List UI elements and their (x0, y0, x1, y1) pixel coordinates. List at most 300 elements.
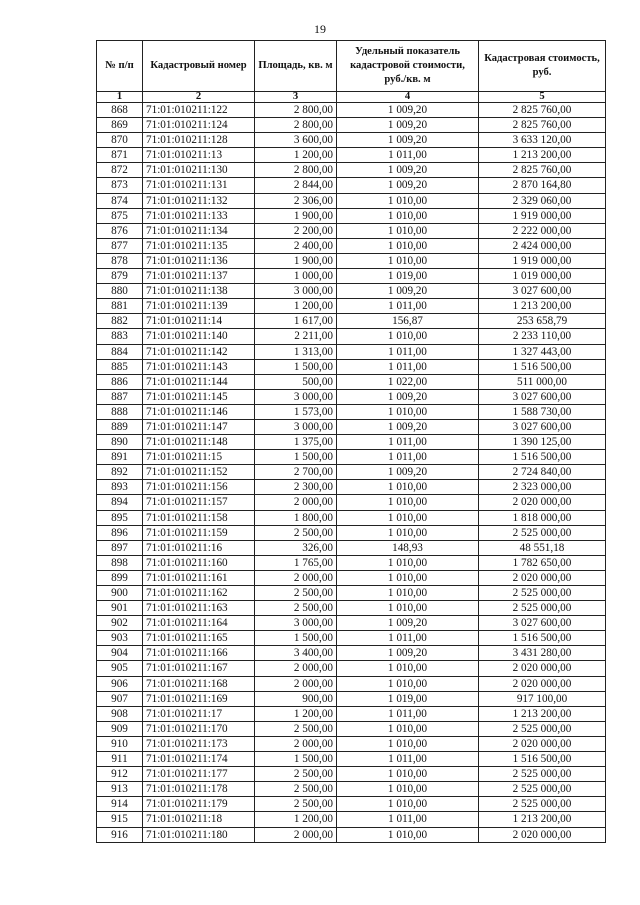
cadastral-number-cell: 71:01:010211:139 (143, 299, 255, 314)
table-row (97, 767, 606, 782)
column-number: 5 (479, 92, 606, 103)
cadastral-number-cell: 71:01:010211:170 (143, 721, 255, 736)
area-cell: 1 200,00 (255, 812, 337, 827)
table-row (97, 284, 606, 299)
specific-value-cell: 1 019,00 (337, 269, 479, 284)
area-cell: 1 765,00 (255, 555, 337, 570)
column-number: 1 (97, 92, 143, 103)
cadastral-number-cell: 71:01:010211:145 (143, 389, 255, 404)
row-number-cell: 896 (97, 525, 143, 540)
cadastral-number-cell: 71:01:010211:128 (143, 133, 255, 148)
area-cell: 900,00 (255, 691, 337, 706)
row-number-cell: 870 (97, 133, 143, 148)
area-cell: 2 800,00 (255, 163, 337, 178)
specific-value-cell: 1 011,00 (337, 752, 479, 767)
cadastral-value-cell: 2 525 000,00 (479, 586, 606, 601)
area-cell: 326,00 (255, 540, 337, 555)
cadastral-number-cell: 71:01:010211:134 (143, 223, 255, 238)
table-row (97, 797, 606, 812)
table-row (97, 631, 606, 646)
cadastral-value-cell: 2 020 000,00 (479, 827, 606, 842)
row-number-cell: 897 (97, 540, 143, 555)
header-cadastral-value: Кадастровая стоимость, руб. (479, 41, 606, 92)
cadastral-value-cell: 3 027 600,00 (479, 284, 606, 299)
area-cell: 1 900,00 (255, 253, 337, 268)
cadastral-number-cell: 71:01:010211:167 (143, 661, 255, 676)
column-number: 2 (143, 92, 255, 103)
row-number-cell: 906 (97, 676, 143, 691)
cadastral-number-cell: 71:01:010211:13 (143, 148, 255, 163)
cadastral-value-cell: 917 100,00 (479, 691, 606, 706)
area-cell: 2 800,00 (255, 118, 337, 133)
cadastral-number-cell: 71:01:010211:178 (143, 782, 255, 797)
cadastral-value-cell: 2 020 000,00 (479, 661, 606, 676)
specific-value-cell: 1 010,00 (337, 827, 479, 842)
table-row (97, 223, 606, 238)
area-cell: 2 000,00 (255, 495, 337, 510)
specific-value-cell: 1 010,00 (337, 238, 479, 253)
cadastral-value-cell: 2 020 000,00 (479, 676, 606, 691)
cadastral-value-cell: 2 020 000,00 (479, 736, 606, 751)
specific-value-cell: 1 010,00 (337, 329, 479, 344)
cadastral-number-cell: 71:01:010211:174 (143, 752, 255, 767)
cadastral-value-cell: 3 027 600,00 (479, 616, 606, 631)
cadastral-number-cell: 71:01:010211:15 (143, 450, 255, 465)
cadastral-number-cell: 71:01:010211:144 (143, 374, 255, 389)
table-row (97, 812, 606, 827)
row-number-cell: 886 (97, 374, 143, 389)
area-cell: 2 500,00 (255, 525, 337, 540)
table-row (97, 269, 606, 284)
cadastral-value-cell: 2 424 000,00 (479, 238, 606, 253)
table-row (97, 435, 606, 450)
area-cell: 2 500,00 (255, 797, 337, 812)
specific-value-cell: 1 010,00 (337, 495, 479, 510)
cadastral-value-cell: 1 213 200,00 (479, 148, 606, 163)
cadastral-number-cell: 71:01:010211:17 (143, 706, 255, 721)
table-row (97, 646, 606, 661)
cadastral-number-cell: 71:01:010211:148 (143, 435, 255, 450)
table-row (97, 450, 606, 465)
cadastral-value-cell: 2 825 760,00 (479, 163, 606, 178)
area-cell: 1 200,00 (255, 299, 337, 314)
specific-value-cell: 1 011,00 (337, 812, 479, 827)
cadastral-number-cell: 71:01:010211:179 (143, 797, 255, 812)
row-number-cell: 910 (97, 736, 143, 751)
row-number-cell: 878 (97, 253, 143, 268)
table-row (97, 570, 606, 585)
cadastral-number-cell: 71:01:010211:162 (143, 586, 255, 601)
area-cell: 3 000,00 (255, 616, 337, 631)
specific-value-cell: 1 010,00 (337, 404, 479, 419)
area-cell: 2 200,00 (255, 223, 337, 238)
specific-value-cell: 1 010,00 (337, 767, 479, 782)
table-row (97, 555, 606, 570)
column-number-row (97, 92, 606, 103)
table-row (97, 253, 606, 268)
cadastral-number-cell: 71:01:010211:147 (143, 419, 255, 434)
cadastral-number-cell: 71:01:010211:173 (143, 736, 255, 751)
cadastral-number-cell: 71:01:010211:163 (143, 601, 255, 616)
specific-value-cell: 1 011,00 (337, 148, 479, 163)
area-cell: 1 500,00 (255, 752, 337, 767)
area-cell: 2 306,00 (255, 193, 337, 208)
header-cadastral-number: Кадастровый номер (143, 41, 255, 92)
specific-value-cell: 1 010,00 (337, 510, 479, 525)
cadastral-value-table (96, 40, 606, 843)
row-number-cell: 895 (97, 510, 143, 525)
row-number-cell: 898 (97, 555, 143, 570)
specific-value-cell: 1 009,20 (337, 616, 479, 631)
area-cell: 1 200,00 (255, 706, 337, 721)
table-row (97, 827, 606, 842)
row-number-cell: 877 (97, 238, 143, 253)
row-number-cell: 884 (97, 344, 143, 359)
cadastral-number-cell: 71:01:010211:177 (143, 767, 255, 782)
area-cell: 1 375,00 (255, 435, 337, 450)
specific-value-cell: 1 011,00 (337, 450, 479, 465)
cadastral-value-cell: 1 213 200,00 (479, 299, 606, 314)
row-number-cell: 904 (97, 646, 143, 661)
cadastral-value-cell: 1 390 125,00 (479, 435, 606, 450)
specific-value-cell: 1 010,00 (337, 208, 479, 223)
table-row (97, 103, 606, 118)
specific-value-cell: 1 010,00 (337, 782, 479, 797)
area-cell: 1 800,00 (255, 510, 337, 525)
area-cell: 3 000,00 (255, 389, 337, 404)
row-number-cell: 883 (97, 329, 143, 344)
cadastral-value-cell: 1 919 000,00 (479, 208, 606, 223)
table-row (97, 344, 606, 359)
cadastral-number-cell: 71:01:010211:146 (143, 404, 255, 419)
cadastral-number-cell: 71:01:010211:161 (143, 570, 255, 585)
specific-value-cell: 1 011,00 (337, 359, 479, 374)
row-number-cell: 893 (97, 480, 143, 495)
area-cell: 2 000,00 (255, 661, 337, 676)
cadastral-number-cell: 71:01:010211:18 (143, 812, 255, 827)
area-cell: 2 300,00 (255, 480, 337, 495)
cadastral-number-cell: 71:01:010211:159 (143, 525, 255, 540)
table-row (97, 586, 606, 601)
table-row (97, 752, 606, 767)
cadastral-value-cell: 1 516 500,00 (479, 359, 606, 374)
cadastral-value-cell: 2 020 000,00 (479, 570, 606, 585)
specific-value-cell: 1 009,20 (337, 163, 479, 178)
table-row (97, 389, 606, 404)
cadastral-value-cell: 1 588 730,00 (479, 404, 606, 419)
table-row (97, 510, 606, 525)
cadastral-value-cell: 1 213 200,00 (479, 706, 606, 721)
table-row (97, 691, 606, 706)
cadastral-number-cell: 71:01:010211:169 (143, 691, 255, 706)
table-row (97, 661, 606, 676)
cadastral-value-cell: 2 222 000,00 (479, 223, 606, 238)
table-row (97, 525, 606, 540)
cadastral-number-cell: 71:01:010211:142 (143, 344, 255, 359)
cadastral-number-cell: 71:01:010211:164 (143, 616, 255, 631)
specific-value-cell: 1 010,00 (337, 736, 479, 751)
specific-value-cell: 1 009,20 (337, 465, 479, 480)
specific-value-cell: 156,87 (337, 314, 479, 329)
row-number-cell: 882 (97, 314, 143, 329)
table-row (97, 133, 606, 148)
cadastral-value-cell: 2 724 840,00 (479, 465, 606, 480)
specific-value-cell: 1 010,00 (337, 676, 479, 691)
cadastral-value-cell: 2 525 000,00 (479, 797, 606, 812)
area-cell: 2 844,00 (255, 178, 337, 193)
specific-value-cell: 1 009,20 (337, 178, 479, 193)
specific-value-cell: 1 022,00 (337, 374, 479, 389)
specific-value-cell: 1 009,20 (337, 646, 479, 661)
area-cell: 2 500,00 (255, 782, 337, 797)
table-row (97, 148, 606, 163)
row-number-cell: 914 (97, 797, 143, 812)
table-row (97, 314, 606, 329)
table-row (97, 419, 606, 434)
cadastral-number-cell: 71:01:010211:156 (143, 480, 255, 495)
specific-value-cell: 1 009,20 (337, 284, 479, 299)
area-cell: 1 313,00 (255, 344, 337, 359)
specific-value-cell: 1 010,00 (337, 586, 479, 601)
cadastral-value-cell: 1 516 500,00 (479, 631, 606, 646)
cadastral-number-cell: 71:01:010211:14 (143, 314, 255, 329)
cadastral-number-cell: 71:01:010211:158 (143, 510, 255, 525)
cadastral-number-cell: 71:01:010211:132 (143, 193, 255, 208)
cadastral-value-cell: 2 020 000,00 (479, 495, 606, 510)
cadastral-number-cell: 71:01:010211:137 (143, 269, 255, 284)
row-number-cell: 909 (97, 721, 143, 736)
specific-value-cell: 1 010,00 (337, 721, 479, 736)
row-number-cell: 875 (97, 208, 143, 223)
cadastral-number-cell: 71:01:010211:157 (143, 495, 255, 510)
area-cell: 3 000,00 (255, 284, 337, 299)
cadastral-value-cell: 48 551,18 (479, 540, 606, 555)
area-cell: 1 617,00 (255, 314, 337, 329)
table-row (97, 404, 606, 419)
table-row (97, 359, 606, 374)
cadastral-value-cell: 2 525 000,00 (479, 782, 606, 797)
row-number-cell: 894 (97, 495, 143, 510)
cadastral-number-cell: 71:01:010211:143 (143, 359, 255, 374)
cadastral-value-cell: 1 213 200,00 (479, 812, 606, 827)
area-cell: 1 500,00 (255, 631, 337, 646)
row-number-cell: 887 (97, 389, 143, 404)
row-number-cell: 868 (97, 103, 143, 118)
specific-value-cell: 1 010,00 (337, 253, 479, 268)
specific-value-cell: 1 010,00 (337, 601, 479, 616)
row-number-cell: 913 (97, 782, 143, 797)
row-number-cell: 872 (97, 163, 143, 178)
table-row (97, 676, 606, 691)
cadastral-value-cell: 2 825 760,00 (479, 118, 606, 133)
area-cell: 500,00 (255, 374, 337, 389)
row-number-cell: 881 (97, 299, 143, 314)
row-number-cell: 912 (97, 767, 143, 782)
table-row (97, 208, 606, 223)
area-cell: 2 800,00 (255, 103, 337, 118)
table-header-row (97, 41, 606, 92)
area-cell: 2 500,00 (255, 767, 337, 782)
specific-value-cell: 1 011,00 (337, 299, 479, 314)
specific-value-cell: 1 010,00 (337, 193, 479, 208)
cadastral-number-cell: 71:01:010211:138 (143, 284, 255, 299)
table-row (97, 374, 606, 389)
cadastral-value-cell: 253 658,79 (479, 314, 606, 329)
cadastral-value-cell: 2 525 000,00 (479, 525, 606, 540)
row-number-cell: 892 (97, 465, 143, 480)
table-row (97, 782, 606, 797)
area-cell: 2 000,00 (255, 570, 337, 585)
row-number-cell: 871 (97, 148, 143, 163)
table-row (97, 178, 606, 193)
area-cell: 2 211,00 (255, 329, 337, 344)
specific-value-cell: 1 011,00 (337, 631, 479, 646)
cadastral-number-cell: 71:01:010211:133 (143, 208, 255, 223)
row-number-cell: 907 (97, 691, 143, 706)
cadastral-number-cell: 71:01:010211:131 (143, 178, 255, 193)
area-cell: 2 700,00 (255, 465, 337, 480)
area-cell: 1 500,00 (255, 450, 337, 465)
header-row-number: № п/п (97, 41, 143, 92)
table-row (97, 601, 606, 616)
row-number-cell: 911 (97, 752, 143, 767)
cadastral-value-cell: 2 329 060,00 (479, 193, 606, 208)
cadastral-number-cell: 71:01:010211:124 (143, 118, 255, 133)
header-area: Площадь, кв. м (255, 41, 337, 92)
specific-value-cell: 1 011,00 (337, 435, 479, 450)
specific-value-cell: 1 010,00 (337, 525, 479, 540)
specific-value-cell: 1 011,00 (337, 706, 479, 721)
cadastral-value-cell: 3 633 120,00 (479, 133, 606, 148)
cadastral-number-cell: 71:01:010211:130 (143, 163, 255, 178)
area-cell: 3 000,00 (255, 419, 337, 434)
cadastral-value-cell: 2 233 110,00 (479, 329, 606, 344)
table-row (97, 163, 606, 178)
cadastral-number-cell: 71:01:010211:165 (143, 631, 255, 646)
cadastral-number-cell: 71:01:010211:160 (143, 555, 255, 570)
table-row (97, 238, 606, 253)
row-number-cell: 908 (97, 706, 143, 721)
table-row (97, 465, 606, 480)
cadastral-value-cell: 1 919 000,00 (479, 253, 606, 268)
row-number-cell: 879 (97, 269, 143, 284)
cadastral-value-cell: 2 825 760,00 (479, 103, 606, 118)
specific-value-cell: 1 009,20 (337, 133, 479, 148)
table-row (97, 540, 606, 555)
row-number-cell: 885 (97, 359, 143, 374)
cadastral-number-cell: 71:01:010211:136 (143, 253, 255, 268)
table-row (97, 736, 606, 751)
area-cell: 3 600,00 (255, 133, 337, 148)
specific-value-cell: 1 010,00 (337, 797, 479, 812)
specific-value-cell: 1 010,00 (337, 570, 479, 585)
area-cell: 2 000,00 (255, 736, 337, 751)
cadastral-value-cell: 3 027 600,00 (479, 389, 606, 404)
cadastral-number-cell: 71:01:010211:168 (143, 676, 255, 691)
table-row (97, 193, 606, 208)
cadastral-number-cell: 71:01:010211:122 (143, 103, 255, 118)
specific-value-cell: 1 009,20 (337, 389, 479, 404)
cadastral-value-cell: 1 516 500,00 (479, 450, 606, 465)
area-cell: 1 900,00 (255, 208, 337, 223)
cadastral-value-cell: 1 327 443,00 (479, 344, 606, 359)
specific-value-cell: 1 009,20 (337, 103, 479, 118)
table-row (97, 495, 606, 510)
cadastral-value-cell: 3 431 280,00 (479, 646, 606, 661)
specific-value-cell: 1 010,00 (337, 223, 479, 238)
row-number-cell: 891 (97, 450, 143, 465)
cadastral-value-cell: 2 870 164,80 (479, 178, 606, 193)
header-specific-value: Удельный показатель кадастровой стоимости, руб./кв. м (337, 41, 479, 92)
cadastral-value-cell: 2 525 000,00 (479, 767, 606, 782)
row-number-cell: 901 (97, 601, 143, 616)
specific-value-cell: 1 019,00 (337, 691, 479, 706)
row-number-cell: 889 (97, 419, 143, 434)
cadastral-number-cell: 71:01:010211:166 (143, 646, 255, 661)
area-cell: 2 000,00 (255, 676, 337, 691)
area-cell: 3 400,00 (255, 646, 337, 661)
area-cell: 2 500,00 (255, 601, 337, 616)
cadastral-number-cell: 71:01:010211:16 (143, 540, 255, 555)
row-number-cell: 874 (97, 193, 143, 208)
specific-value-cell: 1 011,00 (337, 344, 479, 359)
table-row (97, 118, 606, 133)
cadastral-number-cell: 71:01:010211:135 (143, 238, 255, 253)
area-cell: 1 000,00 (255, 269, 337, 284)
row-number-cell: 900 (97, 586, 143, 601)
table-row (97, 329, 606, 344)
area-cell: 1 573,00 (255, 404, 337, 419)
specific-value-cell: 1 010,00 (337, 555, 479, 570)
row-number-cell: 915 (97, 812, 143, 827)
row-number-cell: 890 (97, 435, 143, 450)
row-number-cell: 873 (97, 178, 143, 193)
cadastral-number-cell: 71:01:010211:152 (143, 465, 255, 480)
cadastral-value-cell: 3 027 600,00 (479, 419, 606, 434)
specific-value-cell: 148,93 (337, 540, 479, 555)
row-number-cell: 869 (97, 118, 143, 133)
row-number-cell: 899 (97, 570, 143, 585)
specific-value-cell: 1 010,00 (337, 661, 479, 676)
cadastral-value-cell: 1 019 000,00 (479, 269, 606, 284)
column-number: 3 (255, 92, 337, 103)
cadastral-value-cell: 2 525 000,00 (479, 721, 606, 736)
specific-value-cell: 1 010,00 (337, 480, 479, 495)
specific-value-cell: 1 009,20 (337, 419, 479, 434)
table-row (97, 299, 606, 314)
table-row (97, 721, 606, 736)
column-number: 4 (337, 92, 479, 103)
row-number-cell: 876 (97, 223, 143, 238)
row-number-cell: 880 (97, 284, 143, 299)
cadastral-value-cell: 1 516 500,00 (479, 752, 606, 767)
area-cell: 1 200,00 (255, 148, 337, 163)
area-cell: 2 000,00 (255, 827, 337, 842)
page-number: 19 (314, 22, 326, 36)
cadastral-number-cell: 71:01:010211:180 (143, 827, 255, 842)
cadastral-value-cell: 2 323 000,00 (479, 480, 606, 495)
area-cell: 2 400,00 (255, 238, 337, 253)
area-cell: 2 500,00 (255, 721, 337, 736)
row-number-cell: 888 (97, 404, 143, 419)
table-row (97, 706, 606, 721)
table-row (97, 616, 606, 631)
area-cell: 2 500,00 (255, 586, 337, 601)
cadastral-value-cell: 1 782 650,00 (479, 555, 606, 570)
area-cell: 1 500,00 (255, 359, 337, 374)
row-number-cell: 902 (97, 616, 143, 631)
cadastral-value-cell: 1 818 000,00 (479, 510, 606, 525)
